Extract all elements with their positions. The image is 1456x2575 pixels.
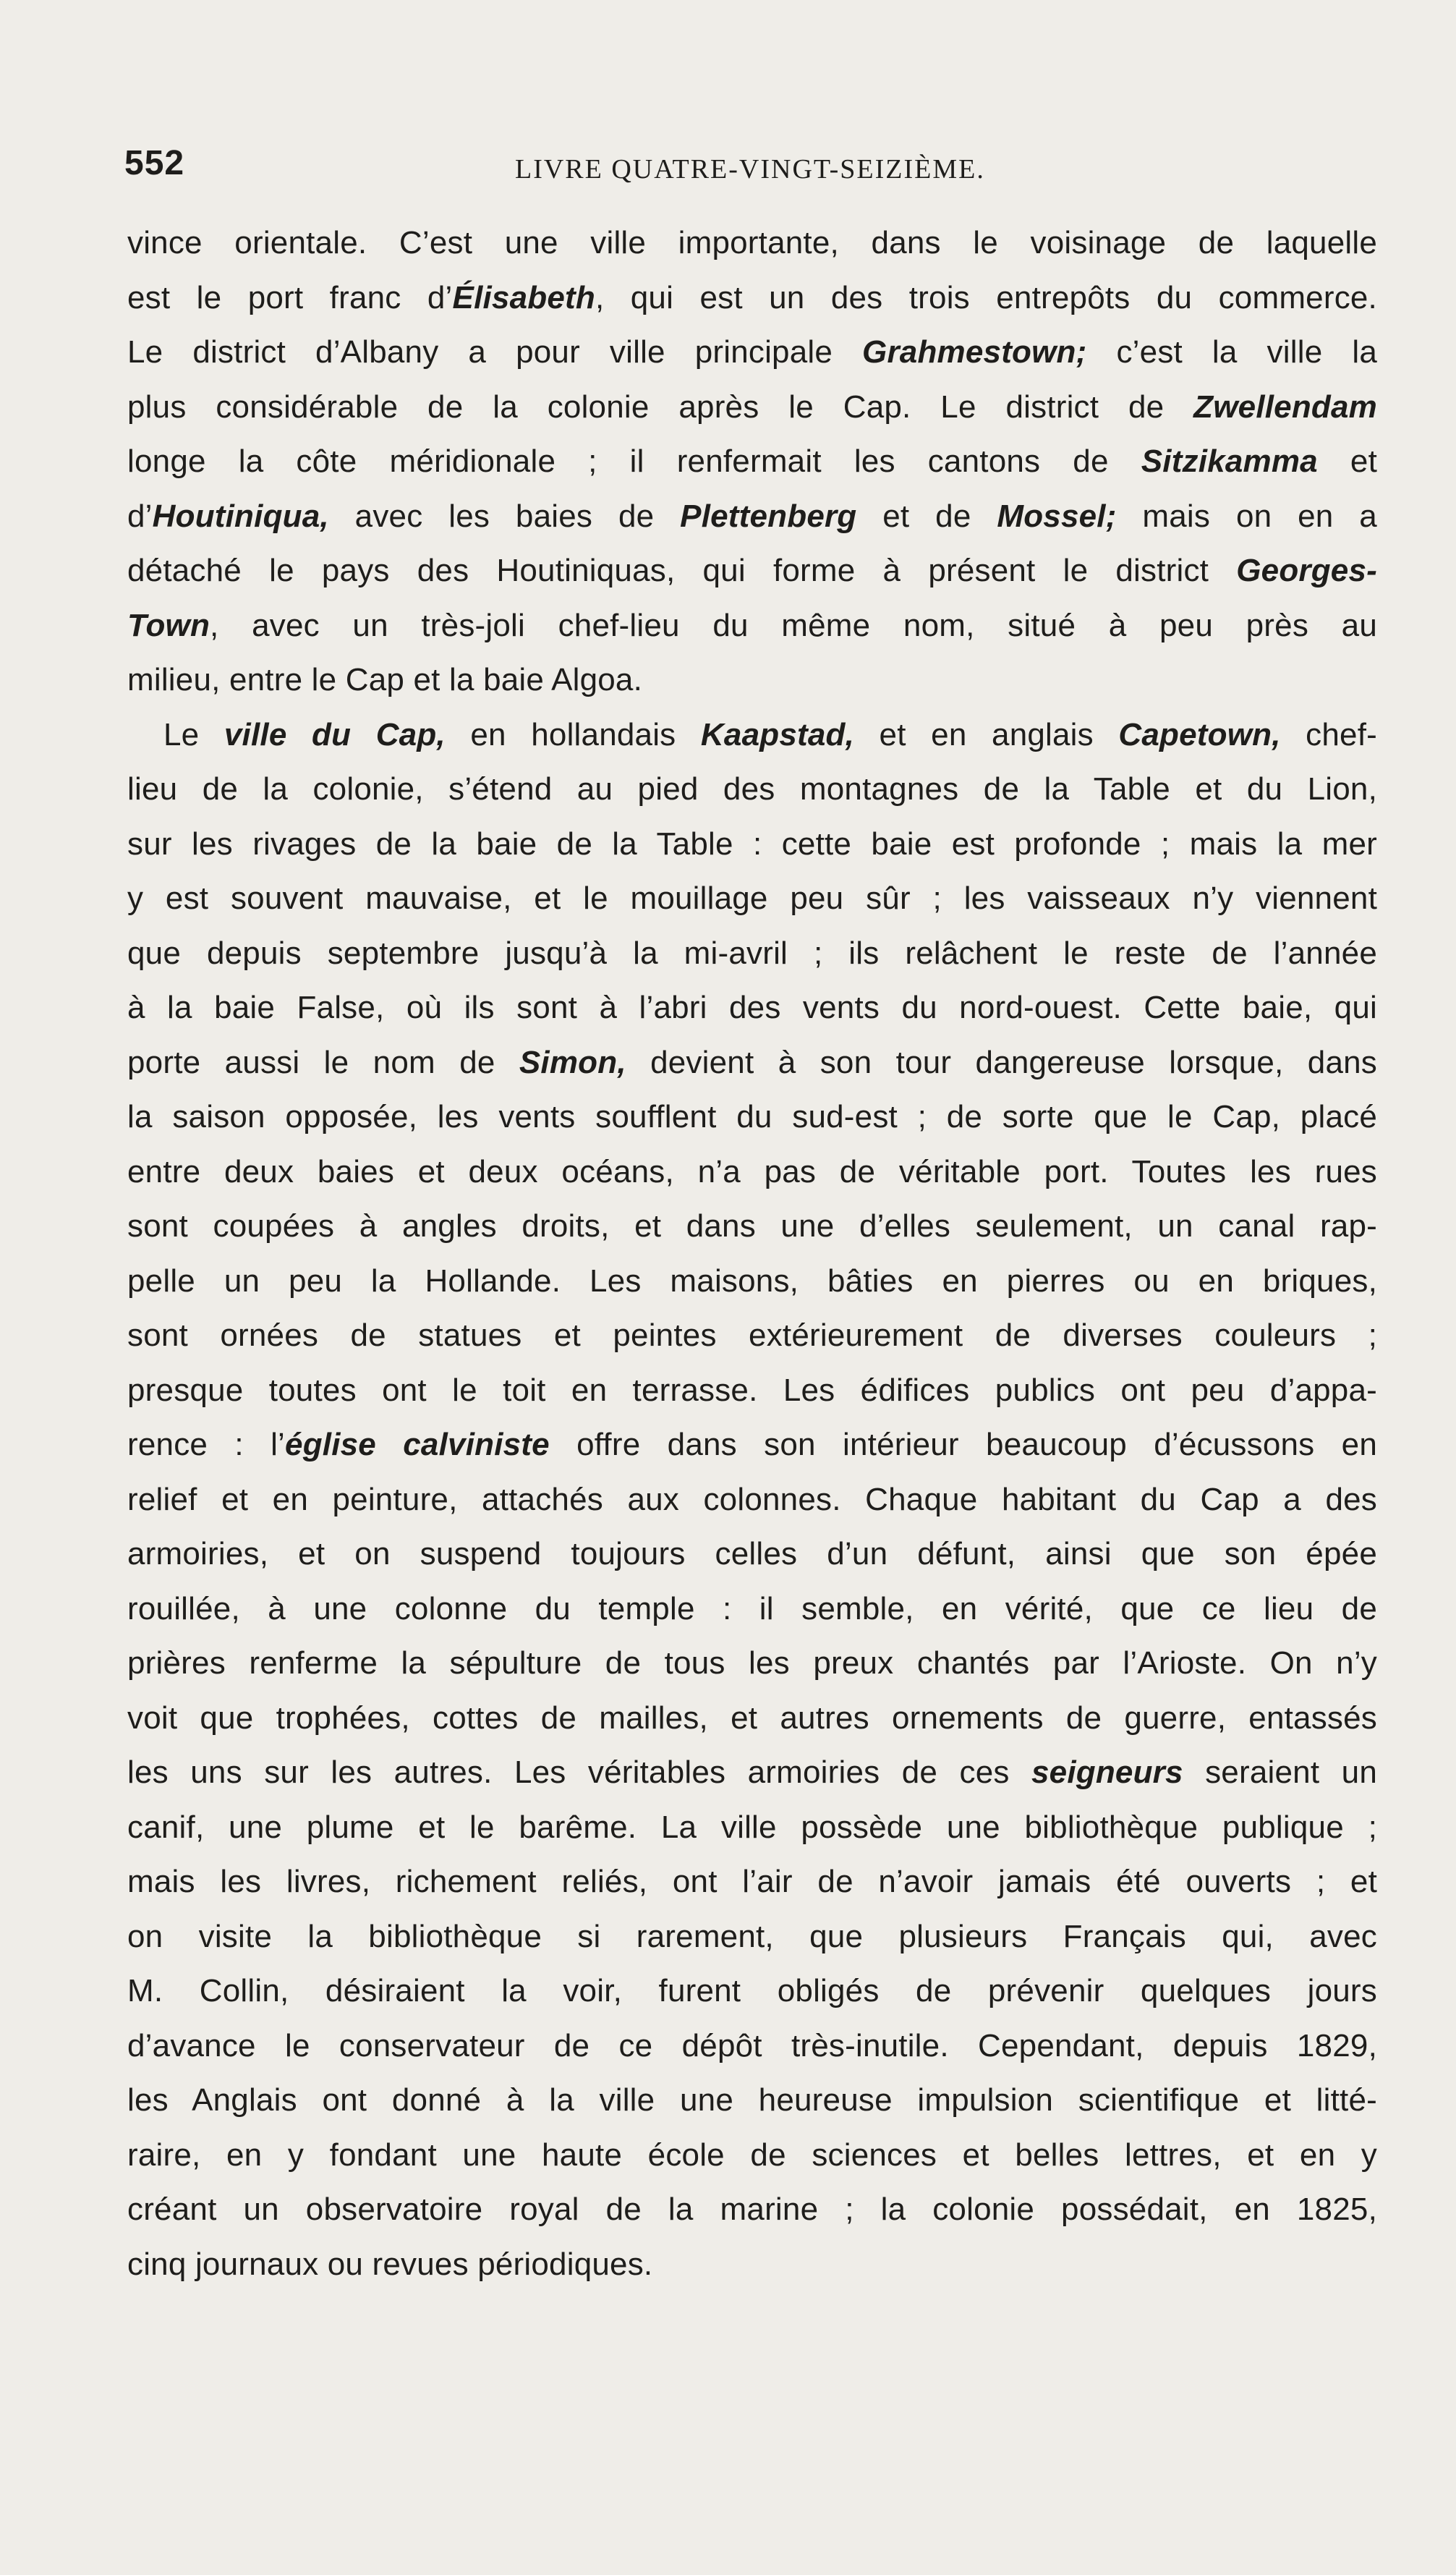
text-run: rouillée, à une colonne du temple : il semble, en vérité, que ce lieu de <box>127 1590 1377 1626</box>
text-line <box>127 1035 1377 1090</box>
text-line <box>127 1527 1377 1582</box>
text-line <box>127 926 1377 981</box>
text-line <box>127 2019 1377 2074</box>
text-run: et de <box>856 498 997 534</box>
italic-term: Houtiniqua, <box>152 498 329 534</box>
text-run: devient à son tour dangereuse lorsque, dans <box>626 1044 1377 1080</box>
italic-term: Plettenberg <box>680 498 857 534</box>
text-line <box>127 2073 1377 2128</box>
text-run: presque toutes ont le toit en terrasse. Les édifices publics ont peu d’appa- <box>127 1372 1377 1408</box>
text-line <box>127 2182 1377 2237</box>
italic-term: Town <box>127 607 210 643</box>
body-text <box>127 216 1377 2291</box>
text-run: voit que trophées, cottes de mailles, et autres ornements de guerre, entassés <box>127 1700 1377 1736</box>
text-run: que depuis septembre jusqu’à la mi-avril ; ils relâchent le reste de l’année <box>127 935 1377 971</box>
italic-term: ville du Cap, <box>223 716 446 752</box>
italic-term: Georges- <box>1236 553 1377 588</box>
italic-term: Simon, <box>519 1044 626 1080</box>
text-run: les Anglais ont donné à la ville une heureuse impulsion scientifique et litté- <box>127 2082 1377 2118</box>
text-run: prières renferme la sépulture de tous les preux chantés par l’Arioste. On n’y <box>127 1645 1377 1681</box>
text-run: cinq journaux ou revues périodiques. <box>127 2246 653 2282</box>
text-run: plus considérable de la colonie après le Cap. Le district de <box>127 389 1194 425</box>
text-line <box>127 1254 1377 1309</box>
italic-term: Kaapstad, <box>700 716 855 752</box>
text-run: y est souvent mauvaise, et le mouillage peu sûr ; les vaisseaux n’y viennent <box>127 881 1377 916</box>
italic-term: Élisabeth <box>452 279 595 315</box>
text-run: d’ <box>127 498 153 534</box>
text-line <box>127 1308 1377 1363</box>
text-line <box>127 1363 1377 1418</box>
text-run: lieu de la colonie, s’étend au pied des montagnes de la Table et du Lion, <box>127 771 1377 807</box>
text-line <box>127 2128 1377 2183</box>
text-line <box>127 489 1377 544</box>
italic-term: Mossel; <box>997 498 1117 534</box>
text-line <box>127 1854 1377 1909</box>
text-run: les uns sur les autres. Les véritables armoiries de ces <box>127 1755 1032 1790</box>
text-line <box>127 817 1377 872</box>
italic-term: Grahmestown; <box>862 334 1087 370</box>
text-run: est le port franc d’ <box>127 279 453 315</box>
text-line <box>127 1691 1377 1746</box>
text-line <box>127 543 1377 598</box>
text-line <box>127 1800 1377 1855</box>
text-run: rence : l’ <box>127 1427 286 1462</box>
running-title: LIVRE QUATRE-VINGT-SEIZIÈME. <box>515 154 985 184</box>
text-run: à la baie False, où ils sont à l’abri des vents du nord-ouest. Cette baie, qui <box>127 990 1377 1025</box>
text-run: vince orientale. C’est une ville importante, dans le voisinage de laquelle <box>127 225 1377 260</box>
text-run: milieu, entre le Cap et la baie Algoa. <box>127 662 643 697</box>
text-run: , avec un très-joli chef-lieu du même nom, situé à peu près au <box>210 607 1377 643</box>
text-run: pelle un peu la Hollande. Les maisons, bâties en pierres ou en briques, <box>127 1263 1377 1299</box>
text-line <box>127 1582 1377 1637</box>
italic-term: Sitzikamma <box>1141 444 1318 479</box>
text-run: canif, une plume et le barême. La ville possède une bibliothèque publique ; <box>127 1809 1377 1845</box>
text-run: armoiries, et on suspend toujours celles d’un défunt, ainsi que son épée <box>127 1536 1377 1571</box>
text-line <box>127 1636 1377 1691</box>
text-run: détaché le pays des Houtiniquas, qui forme à présent le district <box>127 553 1237 588</box>
text-run: mais on en a <box>1116 498 1377 534</box>
text-run: chef- <box>1280 716 1377 752</box>
text-line <box>127 216 1377 271</box>
running-head <box>124 143 1376 194</box>
text-run: c’est la ville la <box>1086 334 1377 370</box>
text-line <box>127 871 1377 926</box>
text-run: sont coupées à angles droits, et dans une d’elles seulement, un canal rap- <box>127 1208 1377 1244</box>
text-run: d’avance le conservateur de ce dépôt très-inutile. Cependant, depuis 1829, <box>127 2027 1377 2063</box>
text-line <box>127 1745 1377 1800</box>
text-run: porte aussi le nom de <box>127 1044 519 1080</box>
text-line <box>127 708 1377 763</box>
text-run: en hollandais <box>445 716 701 752</box>
text-run: créant un observatoire royal de la marine ; la colonie possédait, en 1825, <box>127 2192 1377 2227</box>
text-run: et <box>1317 444 1377 479</box>
text-line <box>127 980 1377 1035</box>
text-line <box>127 1472 1377 1527</box>
text-run: Le district d’Albany a pour ville principale <box>127 334 863 370</box>
text-run: Le <box>163 716 224 752</box>
text-line <box>127 1145 1377 1200</box>
text-run: avec les baies de <box>328 498 681 534</box>
italic-term: Capetown, <box>1118 716 1281 752</box>
text-run: sur les rivages de la baie de la Table : cette baie est profonde ; mais la mer <box>127 826 1377 862</box>
text-run: la saison opposée, les vents soufflent du sud-est ; de sorte que le Cap, placé <box>127 1099 1377 1134</box>
italic-term: seigneurs <box>1031 1755 1183 1790</box>
text-line <box>127 1909 1377 1964</box>
text-run: M. Collin, désiraient la voir, furent obligés de prévenir quelques jours <box>127 1973 1377 2008</box>
text-run: mais les livres, richement reliés, ont l’air de n’avoir jamais été ouverts ; et <box>127 1864 1377 1899</box>
text-run: raire, en y fondant une haute école de sciences et belles lettres, et en y <box>127 2137 1377 2173</box>
text-line <box>127 325 1377 380</box>
italic-term: Zwellendam <box>1193 389 1377 425</box>
text-line <box>127 380 1377 435</box>
text-line <box>127 1199 1377 1254</box>
text-line <box>127 271 1377 326</box>
text-run: et en anglais <box>854 716 1119 752</box>
text-line <box>127 598 1377 653</box>
text-run: relief et en peinture, attachés aux colonnes. Chaque habitant du Cap a des <box>127 1481 1377 1517</box>
text-line <box>127 762 1377 817</box>
text-run: offre dans son intérieur beaucoup d’écussons en <box>549 1427 1377 1462</box>
text-run: entre deux baies et deux océans, n’a pas de véritable port. Toutes les rues <box>127 1153 1377 1189</box>
text-line <box>127 434 1377 489</box>
text-run: longe la côte méridionale ; il renfermait les cantons de <box>127 444 1141 479</box>
text-run: sont ornées de statues et peintes extérieurement de diverses couleurs ; <box>127 1318 1377 1353</box>
text-line <box>127 2237 1377 2292</box>
text-line <box>127 1964 1377 2019</box>
italic-term: église calviniste <box>285 1427 550 1462</box>
text-line <box>127 1417 1377 1472</box>
text-line <box>127 1090 1377 1145</box>
text-line <box>127 653 1377 708</box>
text-run: , qui est un des trois entrepôts du commerce. <box>595 279 1377 315</box>
text-run: seraient un <box>1183 1755 1377 1790</box>
text-run: on visite la bibliothèque si rarement, que plusieurs Français qui, avec <box>127 1918 1377 1954</box>
page-number: 552 <box>124 144 185 182</box>
